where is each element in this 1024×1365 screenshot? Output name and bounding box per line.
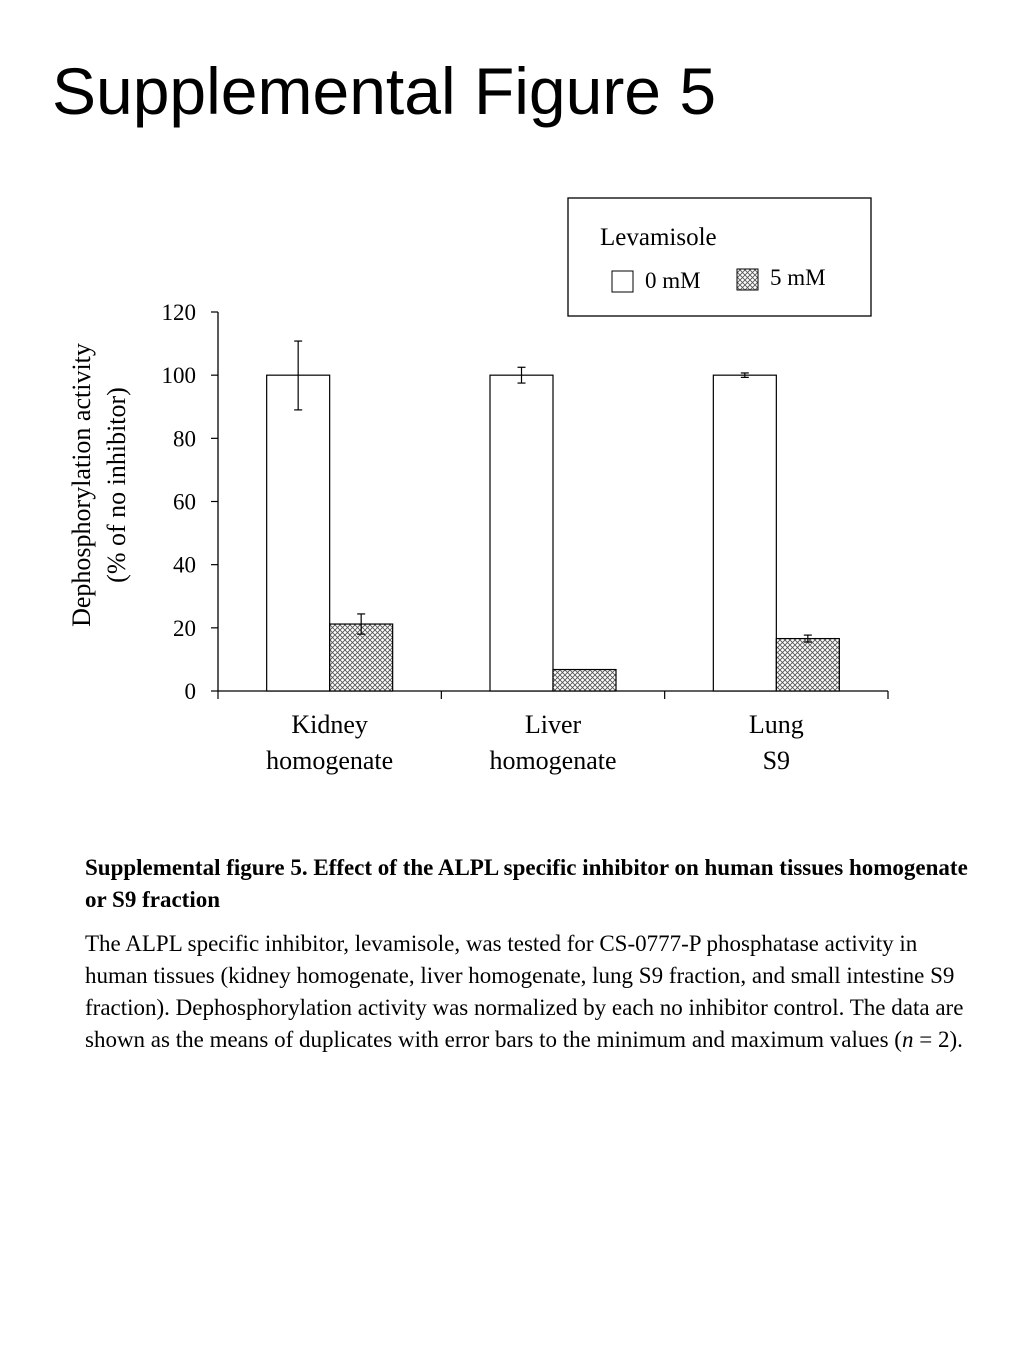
- figure-caption: [85, 852, 975, 1056]
- y-tick-label: 80: [173, 426, 196, 452]
- x-category-label-line1: Liver: [524, 710, 582, 739]
- y-axis-label-line1: Dephosphorylation activity: [67, 343, 96, 627]
- y-tick-label: 20: [173, 615, 196, 641]
- caption-body-end: = 2).: [913, 1027, 963, 1052]
- x-category-label-line2: homogenate: [266, 746, 394, 775]
- x-category-label-line1: Kidney: [291, 710, 368, 739]
- x-category-label-line2: S9: [762, 746, 791, 775]
- caption-body: [85, 928, 975, 1056]
- x-category-label-line2: homogenate: [489, 746, 617, 775]
- bar: [776, 639, 839, 691]
- legend: [568, 198, 871, 316]
- bar: [490, 375, 553, 691]
- plot-area: [162, 300, 889, 775]
- bar-chart: [0, 180, 1024, 820]
- x-category-label-line1: Lung: [748, 710, 804, 739]
- legend-label-5mm: 5 mM: [770, 265, 826, 290]
- slide-title: Supplemental Figure 5: [52, 54, 717, 128]
- bar: [553, 670, 616, 691]
- legend-label-0mm: 0 mM: [645, 268, 701, 293]
- y-axis-label-line2: (% of no inhibitor): [102, 387, 131, 583]
- y-tick-label: 120: [161, 300, 196, 325]
- bar: [713, 375, 776, 691]
- legend-box: [568, 198, 871, 316]
- y-tick-label: 60: [173, 489, 196, 515]
- caption-body-text: The ALPL specific inhibitor, levamisole, was tested for CS-0777-P phosphatase activity in human tissues (kidney homogenate, liver homogenate, lung S9 fraction, and small intestine S9 fraction). Dephosphorylation activity was normalized by each no inhibitor control. The data are shown as the means of duplicates with error bars to the minimum and maximum values (: [85, 931, 964, 1052]
- bar: [267, 375, 330, 691]
- legend-title: Levamisole: [600, 224, 717, 251]
- y-tick-label: 40: [173, 552, 196, 578]
- legend-swatch-0mm: [612, 271, 633, 292]
- y-tick-label: 100: [161, 363, 196, 389]
- caption-title: Supplemental figure 5. Effect of the ALPL specific inhibitor on human tissues homogenate or S9 fraction: [85, 855, 968, 912]
- caption-n-symbol: n: [901, 1027, 914, 1052]
- legend-swatch-5mm: [737, 269, 758, 290]
- y-tick-label: 0: [184, 679, 196, 704]
